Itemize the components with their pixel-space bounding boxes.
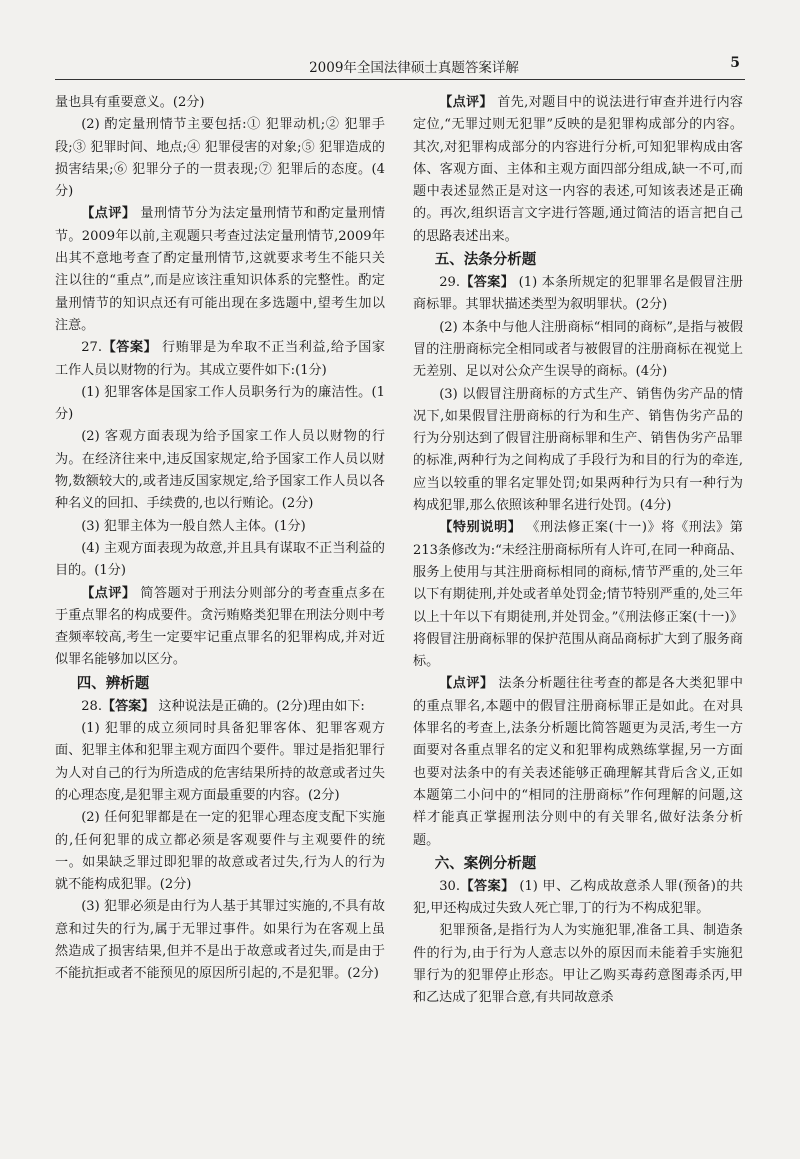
comment-paragraph: 【点评】 法条分析题往往考查的都是各大类犯罪中的重点罪名,本题中的假冒注册商标罪正是如此。在对具体罪名的考查上,法条分析题比简答题更为灵活,考生一方面要对各重点罪名的定义和犯罪构成熟练掌握,另一方面也要对法条中的有关表述能够正确理解其背后含义,正如本题第二小问中的“相同的注册商标”作何理解的问题,这样才能真正掌握刑法分则中的有关罪名,做好法条分析题。 xyxy=(413,676,743,848)
running-title: 2009年全国法律硕士真题答案详解 xyxy=(309,60,519,76)
question-number: 28. xyxy=(81,698,103,714)
answer-tag: 【答案】 xyxy=(102,340,158,356)
paragraph: (2) 本条中与他人注册商标“相同的商标”,是指与被假冒的注册商标完全相同或者与被假冒的注册商标在视觉上无差别、足以对公众产生误导的商标。(4分) xyxy=(413,319,743,380)
answer-paragraph: 29.【答案】 (1) 本条所规定的犯罪罪名是假冒注册商标罪。其罪状描述类型为叙明罪状。(2分) xyxy=(413,275,744,313)
question-number: 29. xyxy=(439,275,461,291)
comment-tag: 【点评】 xyxy=(81,206,136,222)
paragraph: (2) 客观方面表现为给予国家工作人员以财物的行为。在经济往来中,违反国家规定,给予国家工作人员以财物,数额较大的,或者违反国家规定,给予国家工作人员以各种名义的回扣、手续费的,也以行贿论。(2分) xyxy=(55,429,385,512)
answer-paragraph: 27.【答案】 行贿罪是为牟取不正当利益,给予国家工作人员以财物的行为。其成立要件如下:(1分) xyxy=(55,340,385,378)
answer-tag: 【答案】 xyxy=(460,275,515,291)
section-heading: 四、辨析题 xyxy=(76,674,150,692)
comment-paragraph: 【点评】 简答题对于刑法分则部分的考查重点多在于重点罪名的构成要件。贪污贿赂类犯罪在刑法分则中考查频率较高,考生一定要牢记重点罪名的犯罪构成,并对近似罪名能够加以区分。 xyxy=(55,585,385,668)
answer-tag: 【答案】 xyxy=(102,698,155,714)
paragraph: (2) 酌定量刑情节主要包括:① 犯罪动机;② 犯罪手段;③ 犯罪时间、地点;④ 犯罪侵害的对象;⑤ 犯罪造成的损害结果;⑥ 犯罪分子的一贯表现;⑦ 犯罪后的态度。(4分) xyxy=(55,117,385,200)
right-column xyxy=(413,92,743,1010)
answer-tag: 【答案】 xyxy=(460,878,515,894)
comment-tag: 【点评】 xyxy=(439,95,493,110)
answer-paragraph: 30.【答案】 (1) 甲、乙构成故意杀人罪(预备)的共犯,甲还构成过失致人死亡罪,丁的行为不构成犯罪。 xyxy=(413,878,744,917)
paragraph: (3) 犯罪必须是由行为人基于其罪过实施的,不具有故意和过失的行为,属于无罪过事件。如果行为在客观上虽然造成了损害结果,但并不是出于故意或者过失,而是由于不能抗拒或者不能预见的原因所引起的,不是犯罪。(2分) xyxy=(55,899,385,982)
section-heading: 六、案例分析题 xyxy=(434,854,537,872)
paragraph: (4) 主观方面表现为故意,并且具有谋取不正当利益的目的。(1分) xyxy=(55,540,385,579)
paragraph: (1) 犯罪客体是国家工作人员职务行为的廉洁性。(1分) xyxy=(55,384,385,423)
question-number: 30. xyxy=(439,878,461,894)
comment-paragraph: 【点评】 首先,对题目中的说法进行审查并进行内容定位,“无罪过则无犯罪”反映的是犯罪构成部分的内容。其次,对犯罪构成部分的内容进行分析,可知犯罪构成由客体、客观方面、主体和主观方面四部分组成,缺一不可,而题中表述显然正是对这一内容的表述,可知该表述是正确的。再次,组织语言文字进行答题,通过简洁的语言把自己的思路表述出来。 xyxy=(413,95,744,244)
paragraph: (1) 犯罪的成立须同时具备犯罪客体、犯罪客观方面、犯罪主体和犯罪主观方面四个要件。罪过是指犯罪行为人对自己的行为所造成的危害结果所持的故意或者过失的心理态度,是犯罪主观方面最重要的内容。(2分) xyxy=(55,721,385,803)
running-header xyxy=(88,56,740,80)
question-number: 27. xyxy=(81,340,103,356)
header-rule xyxy=(55,79,745,80)
paragraph: (3) 犯罪主体为一般自然人主体。(1分) xyxy=(81,518,306,534)
paragraph: 量也具有重要意义。(2分) xyxy=(55,95,205,110)
special-note-tag: 【特别说明】 xyxy=(439,520,522,536)
left-column xyxy=(55,92,385,986)
special-note-paragraph: 【特别说明】 《刑法修正案(十一)》将《刑法》第213条修改为:“未经注册商标所有人许可,在同一种商品、服务上使用与其注册商标相同的商标,情节严重的,处三年以下有期徒刑,并处或者单处罚金;情节特别严重的,处三年以上十年以下有期徒刑,并处罚金。”《刑法修正案(十一)》将假冒注册商标罪的保护范围从商品商标扩大到了服务商标。 xyxy=(413,520,743,670)
paragraph: 犯罪预备,是指行为人为实施犯罪,准备工具、制造条件的行为,由于行为人意志以外的原因而未能着手实施犯罪行为的犯罪停止形态。甲让乙购买毒药意图毒杀丙,甲和乙达成了犯罪合意,有共同故意杀 xyxy=(413,923,743,1006)
page-number: 5 xyxy=(730,55,740,71)
section-heading: 五、法条分析题 xyxy=(434,251,537,269)
answer-paragraph: 28.【答案】 这种说法是正确的。(2分)理由如下: xyxy=(81,698,365,714)
paragraph: (2) 任何犯罪都是在一定的犯罪心理态度支配下实施的,任何犯罪的成立都必须是客观要件与主观要件的统一。如果缺乏罪过即犯罪的故意或者过失,行为人的行为就不能构成犯罪。(2分) xyxy=(55,810,385,893)
comment-paragraph: 【点评】 量刑情节分为法定量刑情节和酌定量刑情节。2009年以前,主观题只考查过法定量刑情节,2009年出其不意地考查了酌定量刑情节,这就要求考生不能只关注以往的“重点”,而是应该注重知识体系的完整性。酌定量刑情节的知识点还有可能出现在多选题中,望考生加以注意。 xyxy=(55,206,385,333)
paragraph: (3) 以假冒注册商标的方式生产、销售伪劣产品的情况下,如果假冒注册商标的行为和生产、销售伪劣产品的行为分别达到了假冒注册商标罪和生产、销售伪劣产品罪的标准,两种行为之间构成了手段行为和目的行为的牵连,应当以较重的罪名定罪处罚;如果两种行为只有一种行为构成犯罪,那么依照该种罪名进行处罚。(4分) xyxy=(413,386,743,514)
comment-tag: 【点评】 xyxy=(81,585,136,601)
comment-tag: 【点评】 xyxy=(439,676,494,692)
